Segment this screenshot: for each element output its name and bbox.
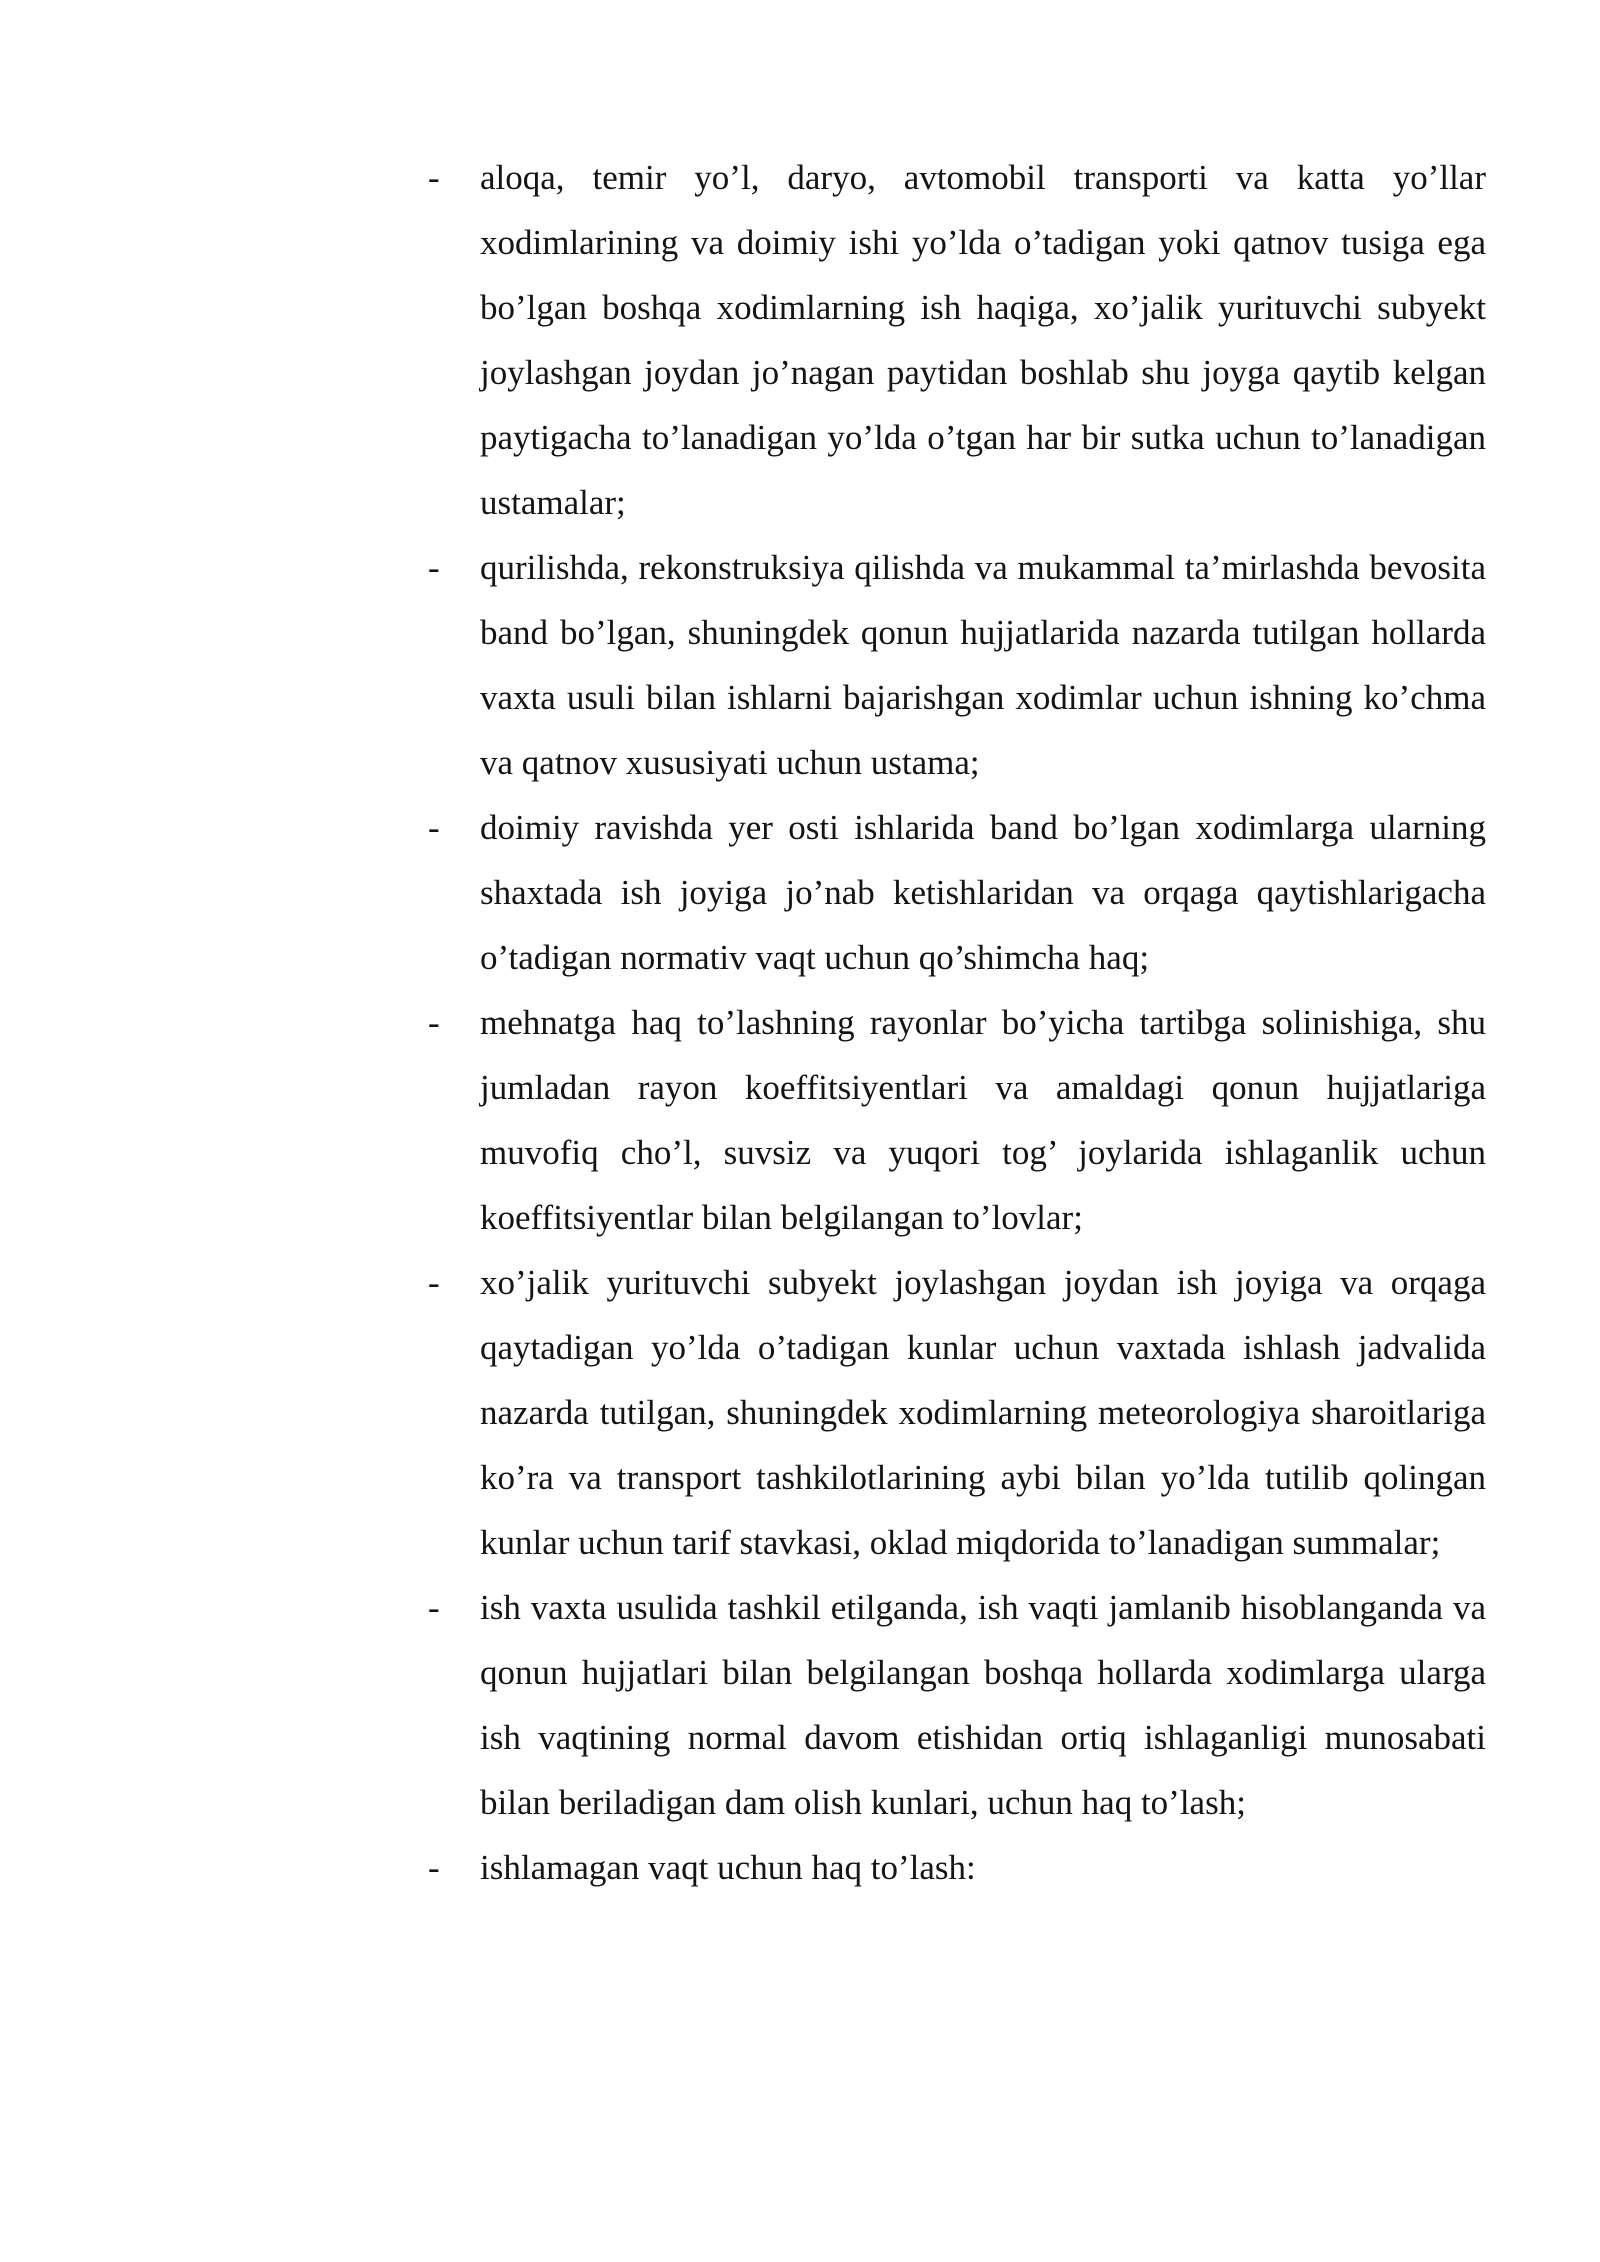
list-item-text: qurilishda, rekonstruksiya qilishda va mukammal ta’mirlashda bevosita band bo’lgan, shuningdek qonun hujjatlarida nazarda tutilgan hollarda vaxta usuli bilan ishlarni bajarishgan xodimlar uchun ishning ko’chma va qatnov xususiyati uchun ustama; <box>480 548 1486 782</box>
list-item-text: ishlamagan vaqt uchun haq to’lash: <box>480 1848 976 1887</box>
list-item-text: doimiy ravishda yer osti ishlarida band bo’lgan xodimlarga ularning shaxtada ish joyiga jo’nab ketishlaridan va orqaga qaytishlarigacha o’tadigan normativ vaqt uchun qo’shimcha haq; <box>480 808 1486 977</box>
list-item-text: mehnatga haq to’lashning rayonlar bo’yicha tartibga solinishiga, shu jumladan rayon koeffitsiyentlari va amaldagi qonun hujjatlariga muvofiq cho’l, suvsiz va yuqori tog’ joylarida ishlaganlik uchun koeffitsiyentlar bilan belgilangan to’lovlar; <box>480 1003 1486 1237</box>
list-item <box>428 145 1486 535</box>
dash-bullet: - <box>428 548 440 587</box>
dash-bullet: - <box>428 1848 440 1887</box>
dash-bullet: - <box>428 808 440 847</box>
list-item-text: aloqa, temir yo’l, daryo, avtomobil transporti va katta yo’llar xodimlarining va doimiy ishi yo’lda o’tadigan yoki qatnov tusiga ega bo’lgan boshqa xodimlarning ish haqiga, xo’jalik yurituvchi subyekt joylashgan joydan jo’nagan paytidan boshlab shu joyga qaytib kelgan paytigacha to’lanadigan yo’lda o’tgan har bir sutka uchun to’lanadigan ustamalar; <box>480 158 1486 522</box>
dash-bullet: - <box>428 1588 440 1627</box>
list-item <box>428 1250 1486 1575</box>
list-item-text: xo’jalik yurituvchi subyekt joylashgan joydan ish joyiga va orqaga qaytadigan yo’lda o’tadigan kunlar uchun vaxtada ishlash jadvalida nazarda tutilgan, shuningdek xodimlarning meteorologiya sharoitlariga ko’ra va transport tashkilotlarining aybi bilan yo’lda tutilib qolingan kunlar uchun tarif stavkasi, oklad miqdorida to’lanadigan summalar; <box>480 1263 1486 1562</box>
dash-bullet: - <box>428 1263 440 1302</box>
list-item <box>428 1575 1486 1835</box>
list-item <box>428 795 1486 990</box>
dash-bullet: - <box>428 158 440 197</box>
dash-bullet: - <box>428 1003 440 1042</box>
list-item-text: ish vaxta usulida tashkil etilganda, ish vaqti jamlanib hisoblanganda va qonun hujjatlari bilan belgilangan boshqa hollarda xodimlarga ularga ish vaqtining normal davom etishidan ortiq ishlaganligi munosabati bilan beriladigan dam olish kunlari, uchun haq to’lash; <box>480 1588 1486 1822</box>
list-item <box>428 990 1486 1250</box>
list-item <box>428 535 1486 795</box>
bullet-list <box>428 145 1486 1900</box>
list-item <box>428 1835 1486 1900</box>
